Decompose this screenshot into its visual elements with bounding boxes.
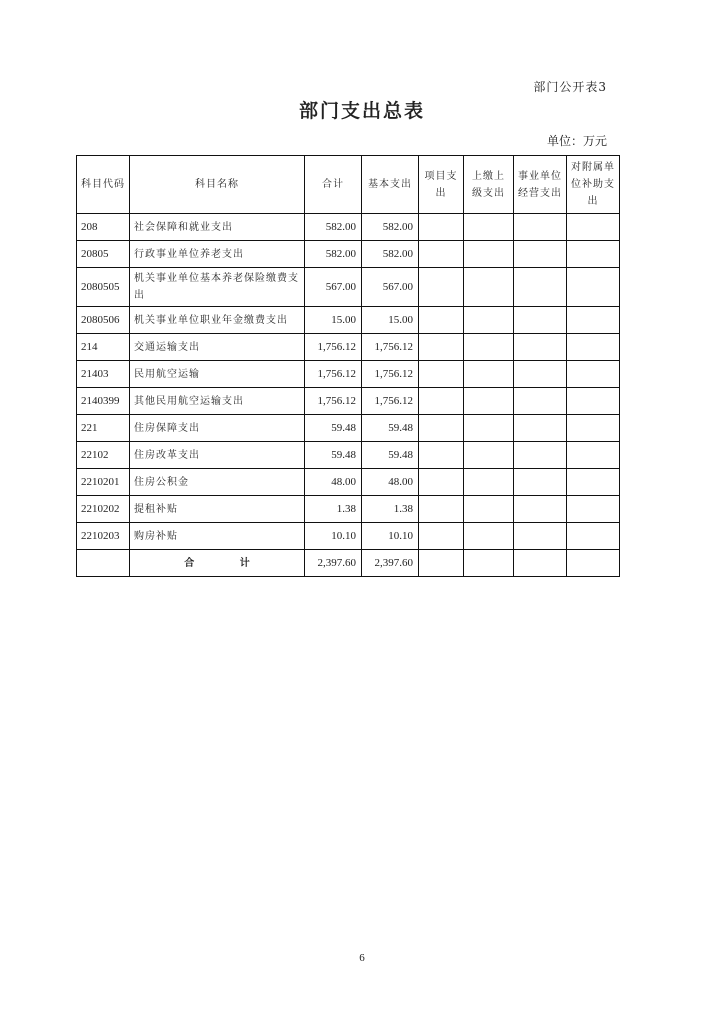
cell-basic: 59.48 xyxy=(362,415,419,442)
cell-empty xyxy=(419,550,464,577)
header-project: 项目支出 xyxy=(419,156,464,214)
cell-basic: 1,756.12 xyxy=(362,361,419,388)
header-turnover: 上缴上级支出 xyxy=(464,156,514,214)
cell-empty xyxy=(464,268,514,307)
cell-empty xyxy=(567,523,620,550)
cell-empty xyxy=(567,388,620,415)
cell-empty xyxy=(464,307,514,334)
cell-total: 59.48 xyxy=(305,442,362,469)
cell-empty xyxy=(567,442,620,469)
cell-empty xyxy=(419,469,464,496)
cell-total: 582.00 xyxy=(305,214,362,241)
cell-empty xyxy=(464,523,514,550)
cell-empty xyxy=(514,415,567,442)
cell-basic: 59.48 xyxy=(362,442,419,469)
cell-total: 15.00 xyxy=(305,307,362,334)
header-basic: 基本支出 xyxy=(362,156,419,214)
cell-empty xyxy=(419,496,464,523)
header-business: 事业单位经营支出 xyxy=(514,156,567,214)
cell-empty xyxy=(464,388,514,415)
cell-empty xyxy=(464,442,514,469)
cell-basic: 567.00 xyxy=(362,268,419,307)
cell-name: 住房改革支出 xyxy=(130,442,305,469)
cell-empty xyxy=(514,214,567,241)
cell-code: 2210202 xyxy=(77,496,130,523)
table-row xyxy=(77,214,620,241)
cell-name: 提租补贴 xyxy=(130,496,305,523)
table-row xyxy=(77,388,620,415)
header-total: 合计 xyxy=(305,156,362,214)
cell-basic: 582.00 xyxy=(362,241,419,268)
cell-empty xyxy=(514,388,567,415)
cell-empty xyxy=(514,241,567,268)
cell-basic: 1.38 xyxy=(362,496,419,523)
page-number: 6 xyxy=(359,952,365,964)
total-sum: 2,397.60 xyxy=(305,550,362,577)
form-number: 部门公开表3 xyxy=(533,80,607,94)
cell-code: 221 xyxy=(77,415,130,442)
cell-empty xyxy=(514,550,567,577)
cell-code: 2140399 xyxy=(77,388,130,415)
table-row xyxy=(77,442,620,469)
table-row xyxy=(77,307,620,334)
cell-total: 567.00 xyxy=(305,268,362,307)
table-row xyxy=(77,496,620,523)
cell-code: 22102 xyxy=(77,442,130,469)
cell-empty xyxy=(567,268,620,307)
cell-code: 214 xyxy=(77,334,130,361)
page-title: 部门支出总表 xyxy=(298,100,425,122)
cell-basic: 1,756.12 xyxy=(362,334,419,361)
table-header-row xyxy=(77,156,620,214)
cell-empty xyxy=(514,496,567,523)
unit-label: 单位：万元 xyxy=(546,134,607,148)
cell-empty xyxy=(514,469,567,496)
cell-empty xyxy=(464,469,514,496)
cell-empty xyxy=(419,241,464,268)
cell-empty xyxy=(419,361,464,388)
cell-empty xyxy=(419,307,464,334)
cell-empty xyxy=(514,307,567,334)
cell-name: 住房公积金 xyxy=(130,469,305,496)
header-name: 科目名称 xyxy=(130,156,305,214)
cell-empty xyxy=(419,214,464,241)
cell-empty xyxy=(567,214,620,241)
cell-total: 59.48 xyxy=(305,415,362,442)
cell-empty xyxy=(567,415,620,442)
cell-empty xyxy=(419,388,464,415)
cell-empty xyxy=(464,550,514,577)
cell-name: 民用航空运输 xyxy=(130,361,305,388)
cell-empty xyxy=(567,469,620,496)
cell-code: 2080505 xyxy=(77,268,130,307)
cell-name: 住房保障支出 xyxy=(130,415,305,442)
cell-total: 1,756.12 xyxy=(305,334,362,361)
cell-empty xyxy=(464,496,514,523)
cell-name: 其他民用航空运输支出 xyxy=(130,388,305,415)
table-row xyxy=(77,469,620,496)
cell-empty xyxy=(514,442,567,469)
header-code: 科目代码 xyxy=(77,156,130,214)
cell-total: 10.10 xyxy=(305,523,362,550)
table-row xyxy=(77,334,620,361)
cell-empty xyxy=(419,334,464,361)
cell-empty xyxy=(567,241,620,268)
cell-empty xyxy=(567,550,620,577)
cell-empty xyxy=(464,361,514,388)
cell-name: 行政事业单位养老支出 xyxy=(130,241,305,268)
cell-total: 48.00 xyxy=(305,469,362,496)
cell-empty xyxy=(514,268,567,307)
cell-code: 20805 xyxy=(77,241,130,268)
cell-empty xyxy=(464,214,514,241)
cell-empty xyxy=(567,361,620,388)
cell-empty xyxy=(514,334,567,361)
cell-empty xyxy=(567,307,620,334)
cell-empty xyxy=(514,361,567,388)
cell-code: 21403 xyxy=(77,361,130,388)
cell-empty xyxy=(419,442,464,469)
cell-basic: 48.00 xyxy=(362,469,419,496)
table-row xyxy=(77,415,620,442)
cell-basic: 15.00 xyxy=(362,307,419,334)
cell-empty xyxy=(464,241,514,268)
expenditure-table xyxy=(76,155,620,577)
cell-empty xyxy=(464,334,514,361)
total-label: 合 计 xyxy=(130,550,305,577)
cell-empty xyxy=(419,523,464,550)
cell-name: 交通运输支出 xyxy=(130,334,305,361)
cell-basic: 1,756.12 xyxy=(362,388,419,415)
cell-total: 1,756.12 xyxy=(305,361,362,388)
cell-total: 1.38 xyxy=(305,496,362,523)
total-row xyxy=(77,550,620,577)
cell-name: 社会保障和就业支出 xyxy=(130,214,305,241)
cell-empty xyxy=(419,268,464,307)
cell-name: 购房补贴 xyxy=(130,523,305,550)
total-basic: 2,397.60 xyxy=(362,550,419,577)
cell-total: 582.00 xyxy=(305,241,362,268)
table-row xyxy=(77,268,620,307)
cell-code: 208 xyxy=(77,214,130,241)
cell-total: 1,756.12 xyxy=(305,388,362,415)
cell-code: 2080506 xyxy=(77,307,130,334)
cell-empty xyxy=(567,334,620,361)
cell-empty xyxy=(567,496,620,523)
cell-empty xyxy=(464,415,514,442)
table-row xyxy=(77,523,620,550)
cell-name: 机关事业单位基本养老保险缴费支出 xyxy=(130,268,305,307)
cell-empty xyxy=(77,550,130,577)
cell-empty xyxy=(514,523,567,550)
header-subsidy: 对附属单位补助支出 xyxy=(567,156,620,214)
cell-code: 2210201 xyxy=(77,469,130,496)
cell-basic: 582.00 xyxy=(362,214,419,241)
cell-empty xyxy=(419,415,464,442)
cell-basic: 10.10 xyxy=(362,523,419,550)
table-row xyxy=(77,241,620,268)
table-row xyxy=(77,361,620,388)
cell-code: 2210203 xyxy=(77,523,130,550)
cell-name: 机关事业单位职业年金缴费支出 xyxy=(130,307,305,334)
